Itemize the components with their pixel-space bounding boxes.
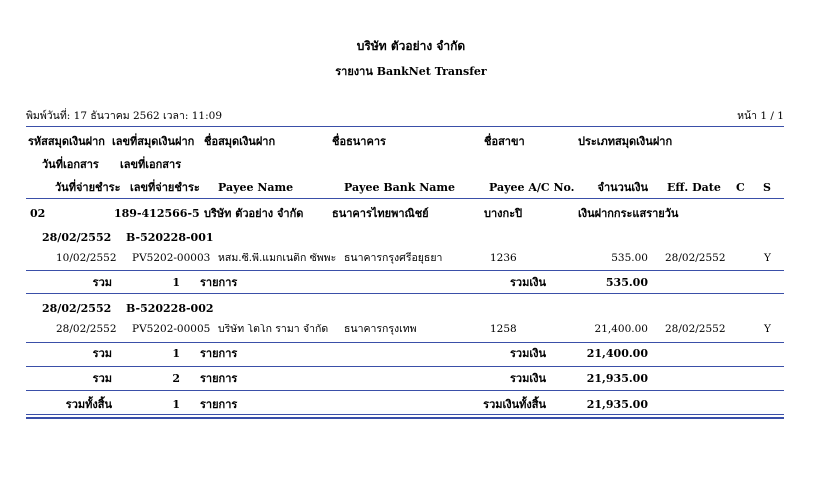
col-eff-date: Eff. Date	[667, 181, 721, 194]
col-book-code: รหัสสมุดเงินฝาก	[28, 135, 105, 148]
subtotal-amount-label: รวมเงิน	[510, 347, 546, 360]
row-amount: 535.00	[611, 252, 648, 264]
account-total-label: รวม	[92, 372, 112, 385]
header-top-rule	[26, 126, 784, 127]
row-pay-date: 28/02/2552	[56, 323, 117, 335]
subtotal-amount: 535.00	[605, 276, 648, 289]
account-total-count: 2	[172, 372, 180, 385]
row-s: Y	[764, 323, 771, 335]
col-amount: จำนวนเงิน	[597, 181, 648, 194]
subtotal-amount: 21,400.00	[586, 347, 648, 360]
col-c: C	[736, 181, 745, 194]
row-s: Y	[764, 252, 771, 264]
col-s: S	[763, 181, 771, 194]
subtotal-count-unit: รายการ	[200, 347, 238, 360]
row-eff-date: 28/02/2552	[665, 252, 726, 264]
col-payee-ac: Payee A/C No.	[489, 181, 575, 194]
account-name: บริษัท ตัวอย่าง จำกัด	[204, 207, 304, 220]
group-doc-date: 28/02/2552	[42, 231, 112, 244]
row-pay-no: PV5202-00005	[132, 323, 211, 335]
subtotal-rule	[26, 270, 784, 271]
col-payee-bank: Payee Bank Name	[344, 181, 456, 194]
col-doc-date: วันที่เอกสาร	[42, 158, 99, 171]
account-type: เงินฝากกระแสรายวัน	[578, 207, 679, 220]
row-pay-date: 10/02/2552	[56, 252, 117, 264]
subtotal-count-unit: รายการ	[200, 276, 238, 289]
row-payee-ac: 1258	[490, 323, 517, 335]
col-doc-no: เลขที่เอกสาร	[120, 158, 182, 171]
group-doc-no: B-520228-001	[126, 231, 214, 244]
account-bank: ธนาคารไทยพาณิชย์	[332, 207, 429, 220]
account-total-rule	[26, 390, 784, 391]
row-eff-date: 28/02/2552	[665, 323, 726, 335]
group-doc-no: B-520228-002	[126, 302, 214, 315]
row-payee-ac: 1236	[490, 252, 517, 264]
row-payee-name: หสม.ซี.พี.แมกเนติก ซัพพะ	[218, 253, 337, 264]
header-bottom-rule	[26, 198, 784, 199]
account-branch: บางกะปิ	[484, 207, 523, 220]
print-date: พิมพ์วันที่: 17 ธันวาคม 2562 เวลา: 11:09	[26, 110, 223, 122]
subtotal-label: รวม	[92, 276, 112, 289]
account-code: 02	[30, 207, 46, 220]
col-pay-date: วันที่จ่ายชำระ	[55, 181, 121, 194]
company-title: บริษัท ตัวอย่าง จำกัด	[356, 39, 466, 53]
page-number: หน้า 1 / 1	[737, 110, 784, 122]
subtotal-amount-label: รวมเงิน	[510, 276, 546, 289]
row-payee-name: บริษัท โตโก รามา จำกัด	[218, 324, 329, 335]
grand-total-amount-label: รวมเงินทั้งสิ้น	[483, 398, 546, 411]
row-pay-no: PV5202-00003	[132, 252, 211, 264]
account-total-count-unit: รายการ	[200, 372, 238, 385]
account-total-amount: 21,935.00	[586, 372, 648, 385]
group-doc-date: 28/02/2552	[42, 302, 112, 315]
row-payee-bank: ธนาคารกรุงเทพ	[344, 323, 417, 335]
col-book-type: ประเภทสมุดเงินฝาก	[578, 135, 673, 148]
grand-total-rule-1	[26, 414, 784, 415]
grand-total-count: 1	[172, 398, 180, 411]
grand-total-count-unit: รายการ	[200, 398, 238, 411]
col-bank-name: ชื่อธนาคาร	[332, 135, 386, 148]
subtotal-rule	[26, 342, 784, 343]
group-end-rule	[26, 366, 784, 367]
grand-total-amount: 21,935.00	[586, 398, 648, 411]
account-total-amount-label: รวมเงิน	[510, 372, 546, 385]
grand-total-label: รวมทั้งสิ้น	[65, 398, 112, 411]
row-amount: 21,400.00	[594, 323, 648, 335]
subtotal-count: 1	[172, 276, 180, 289]
subtotal-label: รวม	[92, 347, 112, 360]
col-book-no: เลขที่สมุดเงินฝาก	[112, 135, 195, 148]
group-end-rule	[26, 293, 784, 294]
col-pay-no: เลขที่จ่ายชำระ	[130, 181, 200, 194]
subtotal-count: 1	[172, 347, 180, 360]
row-payee-bank: ธนาคารกรุงศรีอยุธยา	[344, 252, 443, 264]
grand-total-rule-2	[26, 417, 784, 419]
col-branch-name: ชื่อสาขา	[484, 135, 525, 148]
col-payee-name: Payee Name	[218, 181, 294, 194]
account-number: 189-412566-5	[114, 207, 200, 220]
col-book-name: ชื่อสมุดเงินฝาก	[204, 135, 276, 148]
report-title: รายงาน BankNet Transfer	[335, 65, 487, 78]
